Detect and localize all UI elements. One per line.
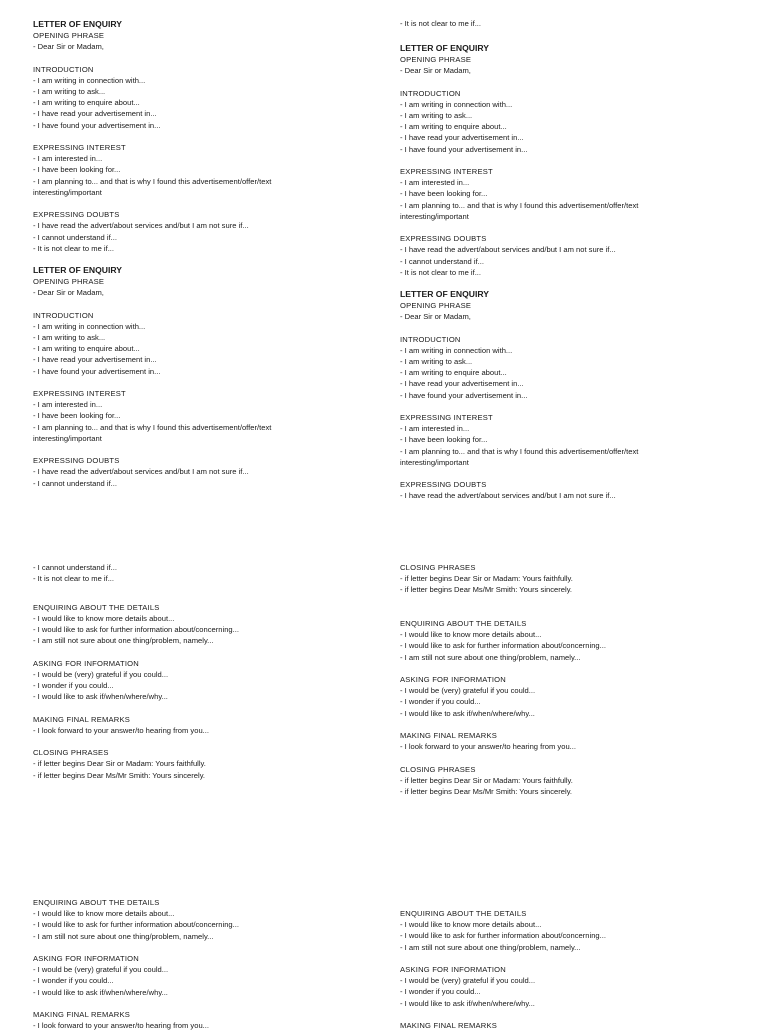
opening-line: - Dear Sir or Madam,	[400, 312, 471, 322]
interest-line: - I am interested in...	[400, 178, 470, 188]
info-line: - I wonder if you could...	[33, 681, 114, 690]
doubts-line: - I have read the advert/about services and/but I am not sure if...	[400, 491, 616, 501]
letter-title: LETTER OF ENQUIRY	[33, 19, 122, 29]
details-heading: ENQUIRING ABOUT THE DETAILS	[400, 909, 527, 918]
letter-title: LETTER OF ENQUIRY	[33, 265, 122, 275]
letter-block-bottom-right	[400, 908, 730, 1031]
interest-heading: EXPRESSING INTEREST	[33, 143, 126, 152]
remarks-heading: MAKING FINAL REMARKS	[400, 731, 497, 740]
doubts-line: - It is not clear to me if...	[400, 19, 482, 28]
info-heading: ASKING FOR INFORMATION	[400, 965, 506, 974]
intro-line: - I have found your advertisement in...	[33, 366, 161, 376]
info-line: - I would like to ask if/when/where/why...	[400, 708, 535, 718]
details-line: - I would like to know more details about...	[33, 613, 175, 623]
info-line: - I would like to ask if/when/where/why...	[33, 987, 168, 997]
intro-line: - I am writing to ask...	[400, 111, 473, 120]
doubts-line: - I cannot understand if...	[400, 256, 485, 266]
doubts-line: - I have read the advert/about services and/but I am not sure if...	[33, 467, 249, 477]
details-heading: ENQUIRING ABOUT THE DETAILS	[400, 619, 527, 628]
details-line: - I am still not sure about one thing/problem, namely...	[33, 931, 214, 941]
letter-block-middle-right	[400, 618, 730, 797]
intro-line: - I have read your advertisement in...	[400, 379, 524, 389]
doubts-line: - I cannot understand if...	[33, 232, 118, 242]
intro-heading: INTRODUCTION	[400, 334, 461, 344]
opening-line: - Dear Sir or Madam,	[33, 42, 104, 52]
opening-heading: OPENING PHRASE	[33, 31, 105, 40]
letter-block-bottom-left	[33, 897, 363, 1031]
closing-heading: CLOSING PHRASES	[33, 748, 109, 758]
closing-line: - if letter begins Dear Sir or Madam: Yours faithfully.	[400, 574, 573, 584]
interest-line: - I am planning to... and that is why I found this advertisement/offer/text interesting/important	[400, 446, 639, 467]
intro-line: - I am writing to enquire about...	[33, 98, 140, 108]
intro-line: - I have found your advertisement in...	[400, 144, 528, 154]
letter-block-middle-right-closing	[400, 562, 730, 596]
letter-block-top-left-1	[33, 18, 363, 254]
letter-block-top-left-2	[33, 264, 363, 489]
doubts-line: - I have read the advert/about services and/but I am not sure if...	[400, 245, 616, 255]
details-line: - I would like to ask for further information about/concerning...	[33, 920, 239, 930]
closing-line: - if letter begins Dear Ms/Mr Smith: Yours sincerely.	[400, 585, 573, 595]
closing-heading: CLOSING PHRASES	[400, 764, 476, 774]
info-heading: ASKING FOR INFORMATION	[33, 658, 139, 668]
details-line: - I would like to ask for further information about/concerning...	[400, 641, 606, 651]
info-heading: ASKING FOR INFORMATION	[400, 675, 506, 684]
closing-line: - if letter begins Dear Sir or Madam: Yours faithfully.	[400, 775, 573, 785]
info-line: - I would like to ask if/when/where/why...	[33, 692, 168, 702]
intro-line: - I am writing in connection with...	[33, 321, 146, 331]
doubts-heading: EXPRESSING DOUBTS	[33, 210, 120, 220]
details-line: - I would like to ask for further information about/concerning...	[400, 931, 606, 941]
info-line: - I would be (very) grateful if you could...	[33, 669, 169, 679]
doubts-heading: EXPRESSING DOUBTS	[400, 234, 487, 244]
letter-block-top-right-continuation	[400, 18, 730, 29]
closing-line: - if letter begins Dear Ms/Mr Smith: Yours sincerely.	[33, 770, 206, 780]
interest-line: - I have been looking for...	[33, 165, 121, 175]
doubts-line: - I cannot understand if...	[33, 478, 118, 488]
interest-line: - I am interested in...	[400, 424, 470, 434]
details-heading: ENQUIRING ABOUT THE DETAILS	[33, 602, 160, 612]
interest-heading: EXPRESSING INTEREST	[33, 389, 126, 398]
closing-line: - if letter begins Dear Sir or Madam: Yours faithfully.	[33, 759, 206, 769]
remarks-line: - I look forward to your answer/to hearing from you...	[400, 742, 576, 752]
intro-line: - I am writing in connection with...	[400, 99, 513, 109]
details-line: - I would like to know more details about...	[400, 920, 542, 930]
info-line: - I wonder if you could...	[400, 697, 481, 707]
doubts-line: - I have read the advert/about services and/but I am not sure if...	[33, 221, 249, 231]
interest-line: - I have been looking for...	[400, 435, 488, 445]
intro-line: - I am writing to enquire about...	[400, 122, 507, 132]
info-line: - I would like to ask if/when/where/why...	[400, 998, 535, 1008]
details-line: - I would like to know more details about...	[33, 909, 175, 919]
interest-heading: EXPRESSING INTEREST	[400, 167, 493, 176]
intro-line: - I have read your advertisement in...	[33, 109, 157, 119]
details-line: - I would like to know more details about...	[400, 630, 542, 640]
intro-line: - I am writing to ask...	[33, 87, 106, 96]
letter-block-top-right-2	[400, 288, 730, 502]
intro-line: - I have read your advertisement in...	[33, 355, 157, 365]
opening-line: - Dear Sir or Madam,	[33, 288, 104, 298]
intro-line: - I am writing in connection with...	[33, 75, 146, 85]
remarks-heading: MAKING FINAL REMARKS	[33, 1010, 130, 1019]
remarks-heading: MAKING FINAL REMARKS	[400, 1021, 497, 1030]
doubts-heading: EXPRESSING DOUBTS	[33, 456, 120, 466]
interest-line: - I have been looking for...	[400, 189, 488, 199]
intro-line: - I am writing to enquire about...	[33, 344, 140, 354]
intro-heading: INTRODUCTION	[33, 64, 94, 74]
info-heading: ASKING FOR INFORMATION	[33, 954, 139, 963]
info-line: - I would be (very) grateful if you could...	[33, 965, 169, 975]
doubts-heading: EXPRESSING DOUBTS	[400, 480, 487, 490]
letter-block-top-right-1	[400, 42, 730, 278]
details-line: - I am still not sure about one thing/problem, namely...	[400, 942, 581, 952]
info-line: - I would be (very) grateful if you could...	[400, 976, 536, 986]
closing-heading: CLOSING PHRASES	[400, 563, 476, 572]
intro-line: - I am writing to enquire about...	[400, 368, 507, 378]
doubts-line: - I cannot understand if...	[33, 563, 118, 572]
interest-line: - I am interested in...	[33, 400, 103, 410]
doubts-line: - It is not clear to me if...	[33, 243, 115, 253]
opening-heading: OPENING PHRASE	[400, 55, 472, 64]
interest-line: - I am interested in...	[33, 154, 103, 164]
opening-heading: OPENING PHRASE	[33, 277, 105, 286]
interest-heading: EXPRESSING INTEREST	[400, 413, 493, 422]
intro-line: - I am writing in connection with...	[400, 345, 513, 355]
closing-line: - if letter begins Dear Ms/Mr Smith: Yours sincerely.	[400, 787, 573, 796]
details-line: - I am still not sure about one thing/problem, namely...	[400, 652, 581, 662]
letter-block-middle-left	[33, 562, 363, 781]
remarks-heading: MAKING FINAL REMARKS	[33, 714, 130, 724]
intro-line: - I have found your advertisement in...	[33, 120, 161, 130]
letter-title: LETTER OF ENQUIRY	[400, 43, 489, 53]
opening-heading: OPENING PHRASE	[400, 301, 472, 310]
intro-line: - I am writing to ask...	[33, 333, 106, 342]
details-heading: ENQUIRING ABOUT THE DETAILS	[33, 898, 160, 907]
doubts-line: - It is not clear to me if...	[400, 267, 482, 277]
interest-line: - I am planning to... and that is why I found this advertisement/offer/text interesting/important	[33, 176, 272, 197]
letter-title: LETTER OF ENQUIRY	[400, 289, 489, 299]
intro-line: - I am writing to ask...	[400, 357, 473, 366]
remarks-line: - I look forward to your answer/to hearing from you...	[33, 1021, 209, 1031]
intro-line: - I have read your advertisement in...	[400, 133, 524, 143]
details-line: - I would like to ask for further information about/concerning...	[33, 625, 239, 634]
intro-heading: INTRODUCTION	[400, 88, 461, 98]
interest-line: - I am planning to... and that is why I found this advertisement/offer/text interesting/important	[33, 422, 272, 443]
info-line: - I wonder if you could...	[33, 976, 114, 986]
info-line: - I wonder if you could...	[400, 987, 481, 997]
interest-line: - I am planning to... and that is why I found this advertisement/offer/text interesting/important	[400, 200, 639, 221]
info-line: - I would be (very) grateful if you could...	[400, 686, 536, 696]
intro-heading: INTRODUCTION	[33, 310, 94, 320]
opening-line: - Dear Sir or Madam,	[400, 66, 471, 76]
interest-line: - I have been looking for...	[33, 411, 121, 421]
details-line: - I am still not sure about one thing/problem, namely...	[33, 636, 214, 646]
remarks-line: - I look forward to your answer/to hearing from you...	[33, 725, 209, 735]
doubts-line: - It is not clear to me if...	[33, 574, 115, 584]
intro-line: - I have found your advertisement in...	[400, 390, 528, 400]
